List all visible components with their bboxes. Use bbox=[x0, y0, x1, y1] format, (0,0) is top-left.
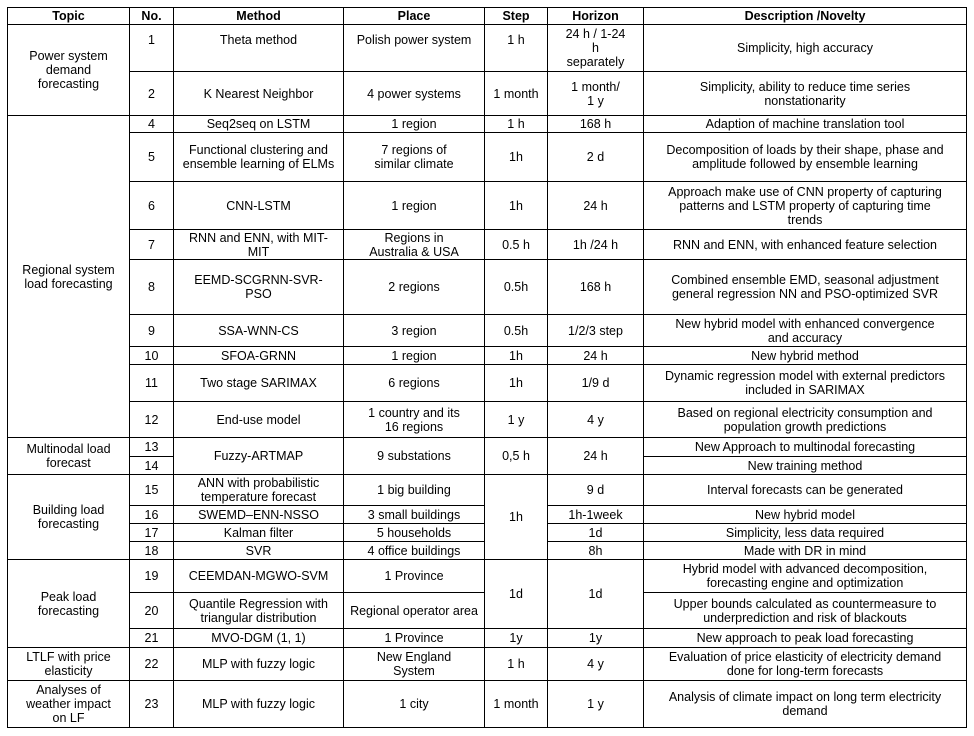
methods-table bbox=[7, 7, 967, 728]
horizon-cell: 1/2/3 step bbox=[548, 315, 644, 347]
step-cell: 1d bbox=[485, 560, 548, 629]
header-method: Method bbox=[174, 8, 344, 25]
topic-cell: LTLF with price elasticity bbox=[8, 648, 130, 681]
step-cell: 0.5h bbox=[485, 315, 548, 347]
description-cell: Interval forecasts can be generated bbox=[644, 475, 967, 506]
horizon-cell: 24 h bbox=[548, 438, 644, 475]
description-cell: New hybrid model with enhanced convergence and accuracy bbox=[644, 315, 967, 347]
table-row bbox=[8, 438, 967, 457]
description-cell: Analysis of climate impact on long term electricity demand bbox=[644, 681, 967, 728]
no-cell: 17 bbox=[130, 524, 174, 542]
place-cell: 1 country and its 16 regions bbox=[344, 402, 485, 438]
table-row bbox=[8, 648, 967, 681]
place-cell: Regional operator area bbox=[344, 593, 485, 629]
horizon-cell: 1h /24 h bbox=[548, 230, 644, 260]
description-cell: Made with DR in mind bbox=[644, 542, 967, 560]
description-cell: Evaluation of price elasticity of electricity demand done for long-term forecasts bbox=[644, 648, 967, 681]
table-row bbox=[8, 260, 967, 315]
horizon-cell: 1/9 d bbox=[548, 365, 644, 402]
topic-cell: Multinodal load forecast bbox=[8, 438, 130, 475]
method-cell: RNN and ENN, with MIT-MIT bbox=[174, 230, 344, 260]
place-cell: 3 small buildings bbox=[344, 506, 485, 524]
method-cell: End-use model bbox=[174, 402, 344, 438]
no-cell: 8 bbox=[130, 260, 174, 315]
horizon-cell: 1d bbox=[548, 524, 644, 542]
method-cell: Two stage SARIMAX bbox=[174, 365, 344, 402]
header-horizon: Horizon bbox=[548, 8, 644, 25]
table-row bbox=[8, 347, 967, 365]
description-cell: Decomposition of loads by their shape, phase and amplitude followed by ensemble learning bbox=[644, 133, 967, 182]
method-cell: Functional clustering and ensemble learning of ELMs bbox=[174, 133, 344, 182]
method-cell: MLP with fuzzy logic bbox=[174, 681, 344, 728]
no-cell: 7 bbox=[130, 230, 174, 260]
method-cell: Kalman filter bbox=[174, 524, 344, 542]
topic-cell: Peak load forecasting bbox=[8, 560, 130, 648]
no-cell: 10 bbox=[130, 347, 174, 365]
place-cell: 1 Province bbox=[344, 560, 485, 593]
topic-cell: Regional system load forecasting bbox=[8, 116, 130, 438]
method-cell: EEMD-SCGRNN-SVR-PSO bbox=[174, 260, 344, 315]
description-cell: RNN and ENN, with enhanced feature selection bbox=[644, 230, 967, 260]
no-cell: 13 bbox=[130, 438, 174, 457]
table-row bbox=[8, 230, 967, 260]
step-cell: 1h bbox=[485, 133, 548, 182]
horizon-cell: 168 h bbox=[548, 260, 644, 315]
no-cell: 12 bbox=[130, 402, 174, 438]
horizon-cell: 24 h bbox=[548, 182, 644, 230]
place-cell: 1 region bbox=[344, 116, 485, 133]
description-cell: Simplicity, ability to reduce time series nonstationarity bbox=[644, 72, 967, 116]
method-cell: ANN with probabilistic temperature forecast bbox=[174, 475, 344, 506]
place-cell: Polish power system bbox=[344, 25, 485, 72]
method-cell: MLP with fuzzy logic bbox=[174, 648, 344, 681]
table-row bbox=[8, 402, 967, 438]
description-cell: Simplicity, high accuracy bbox=[644, 25, 967, 72]
place-cell: 2 regions bbox=[344, 260, 485, 315]
step-cell: 1 month bbox=[485, 681, 548, 728]
place-cell: 1 big building bbox=[344, 475, 485, 506]
description-cell: Adaption of machine translation tool bbox=[644, 116, 967, 133]
place-cell: 1 region bbox=[344, 182, 485, 230]
horizon-cell: 9 d bbox=[548, 475, 644, 506]
no-cell: 15 bbox=[130, 475, 174, 506]
step-cell: 1 month bbox=[485, 72, 548, 116]
method-cell: CNN-LSTM bbox=[174, 182, 344, 230]
method-cell: SWEMD–ENN-NSSO bbox=[174, 506, 344, 524]
method-cell: SSA-WNN-CS bbox=[174, 315, 344, 347]
horizon-cell: 4 y bbox=[548, 402, 644, 438]
no-cell: 9 bbox=[130, 315, 174, 347]
step-cell: 0.5h bbox=[485, 260, 548, 315]
place-cell: 6 regions bbox=[344, 365, 485, 402]
table-row bbox=[8, 629, 967, 648]
place-cell: 4 office buildings bbox=[344, 542, 485, 560]
description-cell: New approach to peak load forecasting bbox=[644, 629, 967, 648]
no-cell: 21 bbox=[130, 629, 174, 648]
method-cell: MVO-DGM (1, 1) bbox=[174, 629, 344, 648]
description-cell: New training method bbox=[644, 457, 967, 475]
description-cell: Combined ensemble EMD, seasonal adjustment general regression NN and PSO-optimized SVR bbox=[644, 260, 967, 315]
description-cell: New hybrid method bbox=[644, 347, 967, 365]
table-row bbox=[8, 475, 967, 506]
horizon-cell: 24 h / 1-24 h separately bbox=[548, 25, 644, 72]
horizon-cell: 1 y bbox=[548, 681, 644, 728]
method-cell: K Nearest Neighbor bbox=[174, 72, 344, 116]
step-cell: 1 y bbox=[485, 402, 548, 438]
step-cell: 1h bbox=[485, 182, 548, 230]
no-cell: 23 bbox=[130, 681, 174, 728]
topic-cell: Analyses of weather impact on LF bbox=[8, 681, 130, 728]
method-cell: Theta method bbox=[174, 25, 344, 72]
place-cell: 1 Province bbox=[344, 629, 485, 648]
horizon-cell: 8h bbox=[548, 542, 644, 560]
no-cell: 16 bbox=[130, 506, 174, 524]
method-cell: Quantile Regression with triangular distribution bbox=[174, 593, 344, 629]
table-row bbox=[8, 560, 967, 593]
place-cell: 9 substations bbox=[344, 438, 485, 475]
step-cell: 1 h bbox=[485, 648, 548, 681]
description-cell: Based on regional electricity consumption and population growth predictions bbox=[644, 402, 967, 438]
header-row bbox=[8, 8, 967, 25]
horizon-cell: 1h-1week bbox=[548, 506, 644, 524]
method-cell: Fuzzy-ARTMAP bbox=[174, 438, 344, 475]
horizon-cell: 1d bbox=[548, 560, 644, 629]
no-cell: 6 bbox=[130, 182, 174, 230]
place-cell: 3 region bbox=[344, 315, 485, 347]
header-no: No. bbox=[130, 8, 174, 25]
table-row bbox=[8, 25, 967, 72]
description-cell: Approach make use of CNN property of capturing patterns and LSTM property of capturing time trends bbox=[644, 182, 967, 230]
horizon-cell: 4 y bbox=[548, 648, 644, 681]
step-cell: 1h bbox=[485, 347, 548, 365]
method-cell: CEEMDAN-MGWO-SVM bbox=[174, 560, 344, 593]
header-description: Description /Novelty bbox=[644, 8, 967, 25]
no-cell: 18 bbox=[130, 542, 174, 560]
place-cell: 1 city bbox=[344, 681, 485, 728]
step-cell: 1h bbox=[485, 475, 548, 560]
place-cell: 4 power systems bbox=[344, 72, 485, 116]
no-cell: 1 bbox=[130, 25, 174, 72]
table-row bbox=[8, 315, 967, 347]
header-step: Step bbox=[485, 8, 548, 25]
topic-cell: Power system demand forecasting bbox=[8, 25, 130, 116]
horizon-cell: 24 h bbox=[548, 347, 644, 365]
place-cell: Regions in Australia & USA bbox=[344, 230, 485, 260]
method-cell: SFOA-GRNN bbox=[174, 347, 344, 365]
description-cell: Upper bounds calculated as countermeasure to underprediction and risk of blackouts bbox=[644, 593, 967, 629]
table-row bbox=[8, 365, 967, 402]
step-cell: 1 h bbox=[485, 116, 548, 133]
no-cell: 22 bbox=[130, 648, 174, 681]
place-cell: 1 region bbox=[344, 347, 485, 365]
method-cell: Seq2seq on LSTM bbox=[174, 116, 344, 133]
table-row bbox=[8, 681, 967, 728]
no-cell: 4 bbox=[130, 116, 174, 133]
no-cell: 19 bbox=[130, 560, 174, 593]
table-row bbox=[8, 133, 967, 182]
description-cell: New Approach to multinodal forecasting bbox=[644, 438, 967, 457]
place-cell: 5 households bbox=[344, 524, 485, 542]
table-row bbox=[8, 182, 967, 230]
step-cell: 0.5 h bbox=[485, 230, 548, 260]
place-cell: 7 regions of similar climate bbox=[344, 133, 485, 182]
header-topic: Topic bbox=[8, 8, 130, 25]
no-cell: 11 bbox=[130, 365, 174, 402]
no-cell: 14 bbox=[130, 457, 174, 475]
place-cell: New England System bbox=[344, 648, 485, 681]
step-cell: 1h bbox=[485, 365, 548, 402]
table-row bbox=[8, 72, 967, 116]
horizon-cell: 168 h bbox=[548, 116, 644, 133]
header-place: Place bbox=[344, 8, 485, 25]
description-cell: New hybrid model bbox=[644, 506, 967, 524]
description-cell: Hybrid model with advanced decomposition, forecasting engine and optimization bbox=[644, 560, 967, 593]
step-cell: 1y bbox=[485, 629, 548, 648]
description-cell: Simplicity, less data required bbox=[644, 524, 967, 542]
topic-cell: Building load forecasting bbox=[8, 475, 130, 560]
horizon-cell: 1y bbox=[548, 629, 644, 648]
no-cell: 2 bbox=[130, 72, 174, 116]
description-cell: Dynamic regression model with external predictors included in SARIMAX bbox=[644, 365, 967, 402]
step-cell: 0,5 h bbox=[485, 438, 548, 475]
method-cell: SVR bbox=[174, 542, 344, 560]
table-row bbox=[8, 116, 967, 133]
no-cell: 20 bbox=[130, 593, 174, 629]
horizon-cell: 1 month/ 1 y bbox=[548, 72, 644, 116]
step-cell: 1 h bbox=[485, 25, 548, 72]
horizon-cell: 2 d bbox=[548, 133, 644, 182]
no-cell: 5 bbox=[130, 133, 174, 182]
